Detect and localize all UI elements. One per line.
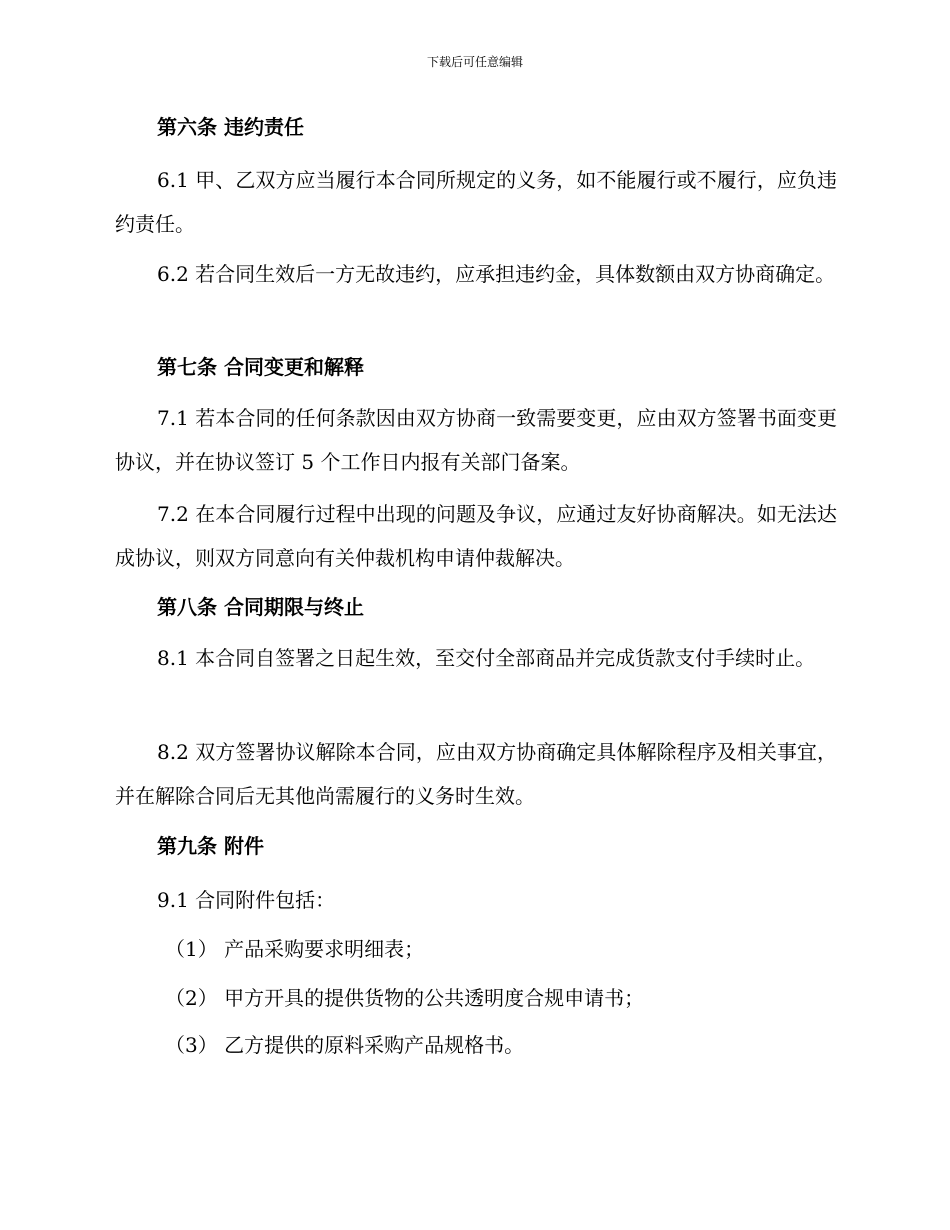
section-8-paragraph-2: 8.2 双方签署协议解除本合同，应由双方协商确定具体解除程序及相关事宜，并在解除合同后无其他尚需履行的义务时生效。 [115, 740, 837, 808]
page-header: 下载后可任意编辑 [426, 55, 523, 69]
section-7-paragraph-2: 7.2 在本合同履行过程中出现的问题及争议，应通过友好协商解决。如无法达成协议，则双方同意向有关仲裁机构申请仲裁解决。 [115, 502, 837, 570]
attachment-item-2: （2） 甲方开具的提供货物的公共透明度合规申请书； [165, 986, 645, 1010]
attachment-item-3: （3） 乙方提供的原料采购产品规格书。 [165, 1033, 525, 1057]
section-6-title: 第六条 违约责任 [157, 115, 304, 139]
section-7-paragraph-1: 7.1 若本合同的任何条款因由双方协商一致需要变更，应由双方签署书面变更协议，并在协议签订 5 个工作日内报有关部门备案。 [115, 406, 837, 474]
section-6-paragraph-1: 6.1 甲、乙双方应当履行本合同所规定的义务，如不能履行或不履行，应负违约责任。 [115, 168, 837, 236]
section-6-paragraph-2: 6.2 若合同生效后一方无故违约，应承担违约金，具体数额由双方协商确定。 [157, 262, 836, 286]
section-9-title: 第九条 附件 [157, 834, 264, 858]
section-9-paragraph-1: 9.1 合同附件包括： [157, 888, 336, 912]
section-8-title: 第八条 合同期限与终止 [157, 595, 364, 619]
section-8-paragraph-1: 8.1 本合同自签署之日起生效，至交付全部商品并完成货款支付手续时止。 [157, 646, 816, 670]
attachment-item-1: （1） 产品采购要求明细表； [165, 937, 425, 961]
section-7-title: 第七条 合同变更和解释 [157, 355, 364, 379]
